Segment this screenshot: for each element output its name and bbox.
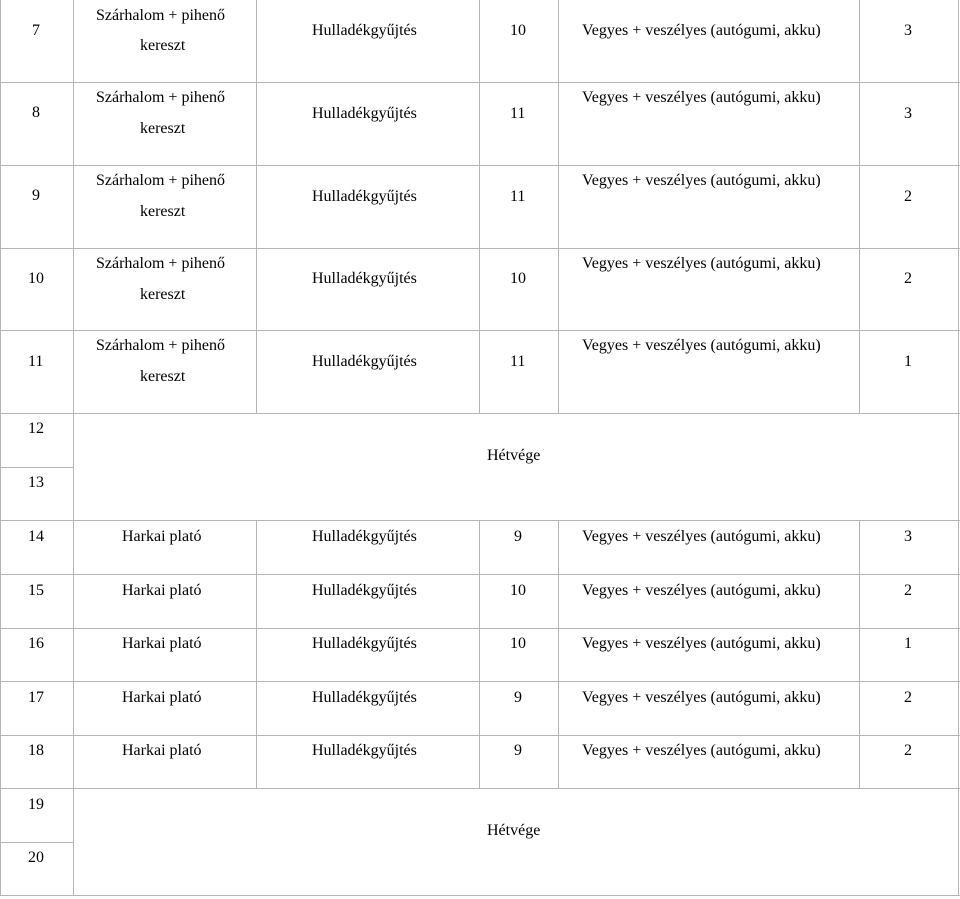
column-divider	[558, 0, 559, 414]
day-cell: 20	[28, 849, 44, 866]
people-cell: 9	[514, 742, 522, 759]
row-divider	[0, 574, 960, 575]
people-cell: 11	[510, 353, 526, 370]
row-divider	[0, 681, 960, 682]
people-cell: 10	[510, 582, 526, 599]
waste-type-cell: Vegyes + veszélyes (autógumi, akku)	[582, 635, 821, 652]
column-divider	[73, 0, 74, 896]
bags-cell: 2	[904, 689, 912, 706]
column-divider	[0, 0, 1, 896]
activity-cell: Hulladékgyűjtés	[312, 582, 417, 599]
people-cell: 9	[514, 689, 522, 706]
waste-type-cell: Vegyes + veszélyes (autógumi, akku)	[582, 582, 821, 599]
row-divider	[0, 520, 960, 521]
bags-cell: 3	[904, 105, 912, 122]
row-divider	[0, 842, 73, 843]
place-cell: kereszt	[140, 286, 186, 303]
column-divider	[958, 0, 959, 896]
bags-cell: 1	[904, 353, 912, 370]
people-cell: 11	[510, 188, 526, 205]
day-cell: 19	[28, 796, 44, 813]
activity-cell: Hulladékgyűjtés	[312, 188, 417, 205]
day-cell: 10	[28, 270, 44, 287]
row-divider	[0, 82, 960, 83]
place-cell: Harkai plató	[122, 689, 202, 706]
day-cell: 14	[28, 528, 44, 545]
column-divider	[256, 0, 257, 414]
place-cell: Harkai plató	[122, 742, 202, 759]
row-divider	[0, 788, 960, 789]
place-cell: kereszt	[140, 368, 186, 385]
place-cell: kereszt	[140, 37, 186, 54]
day-cell: 18	[28, 742, 44, 759]
activity-cell: Hulladékgyűjtés	[312, 635, 417, 652]
activity-cell: Hulladékgyűjtés	[312, 689, 417, 706]
bags-cell: 2	[904, 188, 912, 205]
column-divider	[479, 0, 480, 414]
waste-type-cell: Vegyes + veszélyes (autógumi, akku)	[582, 22, 821, 39]
people-cell: 10	[510, 635, 526, 652]
people-cell: 9	[514, 528, 522, 545]
column-divider	[558, 520, 559, 789]
people-cell: 10	[510, 270, 526, 287]
day-cell: 9	[32, 187, 40, 204]
weekend-label: Hétvége	[487, 447, 541, 464]
place-cell: Szárhalom + pihenő	[96, 7, 225, 24]
bags-cell: 2	[904, 582, 912, 599]
waste-type-cell: Vegyes + veszélyes (autógumi, akku)	[582, 528, 821, 545]
day-cell: 15	[28, 582, 44, 599]
waste-type-cell: Vegyes + veszélyes (autógumi, akku)	[582, 337, 821, 354]
row-divider	[0, 467, 73, 468]
bags-cell: 2	[904, 742, 912, 759]
waste-type-cell: Vegyes + veszélyes (autógumi, akku)	[582, 89, 821, 106]
people-cell: 11	[510, 105, 526, 122]
place-cell: Harkai plató	[122, 582, 202, 599]
day-cell: 7	[32, 22, 40, 39]
column-divider	[479, 520, 480, 789]
waste-type-cell: Vegyes + veszélyes (autógumi, akku)	[582, 172, 821, 189]
row-divider	[0, 895, 960, 896]
people-cell: 10	[510, 22, 526, 39]
day-cell: 8	[32, 104, 40, 121]
day-cell: 16	[28, 635, 44, 652]
column-divider	[859, 0, 860, 414]
place-cell: Harkai plató	[122, 528, 202, 545]
waste-type-cell: Vegyes + veszélyes (autógumi, akku)	[582, 255, 821, 272]
row-divider	[0, 735, 960, 736]
activity-cell: Hulladékgyűjtés	[312, 528, 417, 545]
activity-cell: Hulladékgyűjtés	[312, 105, 417, 122]
bags-cell: 3	[904, 528, 912, 545]
day-cell: 11	[28, 353, 44, 370]
column-divider	[859, 520, 860, 789]
place-cell: Szárhalom + pihenő	[96, 337, 225, 354]
place-cell: Harkai plató	[122, 635, 202, 652]
place-cell: Szárhalom + pihenő	[96, 172, 225, 189]
day-cell: 12	[28, 420, 44, 437]
place-cell: kereszt	[140, 120, 186, 137]
place-cell: Szárhalom + pihenő	[96, 255, 225, 272]
row-divider	[0, 165, 960, 166]
activity-cell: Hulladékgyűjtés	[312, 353, 417, 370]
bags-cell: 2	[904, 270, 912, 287]
activity-cell: Hulladékgyűjtés	[312, 270, 417, 287]
waste-type-cell: Vegyes + veszélyes (autógumi, akku)	[582, 689, 821, 706]
row-divider	[0, 413, 960, 414]
activity-cell: Hulladékgyűjtés	[312, 742, 417, 759]
row-divider	[0, 330, 960, 331]
weekend-label: Hétvége	[487, 822, 541, 839]
bags-cell: 1	[904, 635, 912, 652]
activity-cell: Hulladékgyűjtés	[312, 22, 417, 39]
day-cell: 17	[28, 689, 44, 706]
row-divider	[0, 248, 960, 249]
place-cell: kereszt	[140, 203, 186, 220]
waste-type-cell: Vegyes + veszélyes (autógumi, akku)	[582, 742, 821, 759]
day-cell: 13	[28, 474, 44, 491]
column-divider	[256, 520, 257, 789]
row-divider	[0, 628, 960, 629]
bags-cell: 3	[904, 22, 912, 39]
place-cell: Szárhalom + pihenő	[96, 89, 225, 106]
